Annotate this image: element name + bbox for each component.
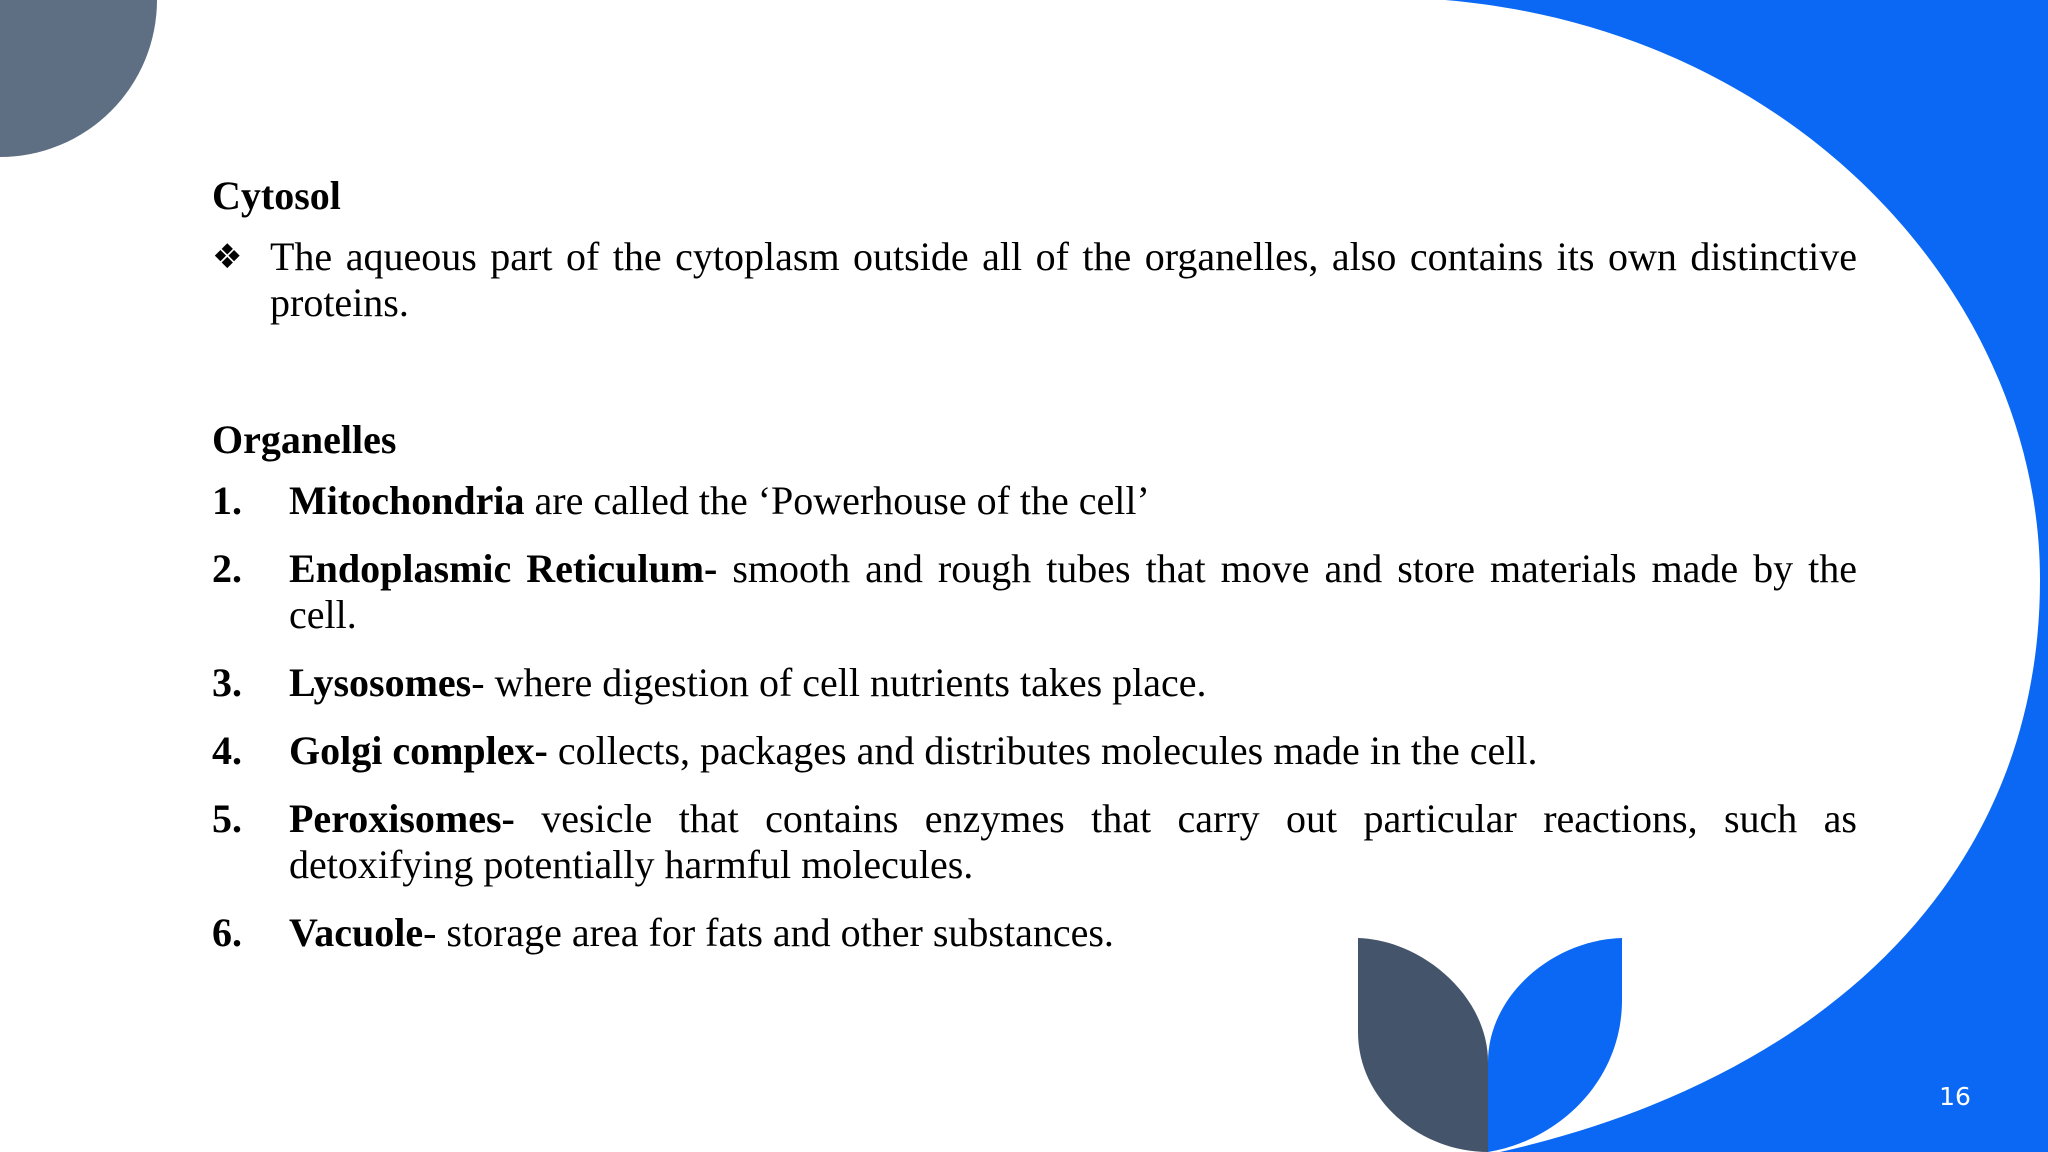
list-item-description: are called the ‘Powerhouse of the cell’ <box>524 478 1150 523</box>
organelles-list <box>212 478 1857 956</box>
list-item-term: Vacuole <box>289 910 424 955</box>
list-item-term: Mitochondria <box>289 478 525 523</box>
list-item-number: 3. <box>212 660 242 705</box>
list-item-number: 2. <box>212 546 242 591</box>
list-item-description: vesicle that contains enzymes that carry out particular reactions, such as detoxifying potentially harmful molecules. <box>289 796 1857 887</box>
list-item <box>212 910 1857 956</box>
blue-leaf-shape <box>1488 938 1622 1152</box>
list-item-number: 1. <box>212 478 242 523</box>
list-item-term: Golgi complex- <box>289 728 548 773</box>
list-item-term: Peroxisomes- <box>289 796 515 841</box>
cytosol-bullet <box>212 234 1857 326</box>
cytosol-heading: Cytosol <box>212 173 341 218</box>
list-item-text <box>289 478 1857 524</box>
list-item-description: - storage area for fats and other substances. <box>423 910 1114 955</box>
cytosol-description: The aqueous part of the cytoplasm outside all of the organelles, also contains its own distinctive proteins. <box>270 234 1857 325</box>
list-item-text <box>289 796 1857 888</box>
list-item-description: collects, packages and distributes molecules made in the cell. <box>547 728 1538 773</box>
list-item-text <box>289 546 1857 638</box>
list-item <box>212 478 1857 524</box>
list-item-number: 4. <box>212 728 242 773</box>
diamond-bullet-icon: ❖ <box>212 237 243 277</box>
list-item-text <box>289 728 1857 774</box>
slide-content <box>212 168 1857 956</box>
list-item <box>212 546 1857 638</box>
list-item-number: 5. <box>212 796 242 841</box>
list-item-text <box>289 660 1857 706</box>
list-item-text <box>289 910 1857 956</box>
list-item <box>212 728 1857 774</box>
corner-quarter-circle <box>0 0 157 157</box>
page-number: 16 <box>1939 1082 1971 1111</box>
list-item-description: - where digestion of cell nutrients takes place. <box>471 660 1207 705</box>
list-item-term: Endoplasmic Reticulum- <box>289 546 718 591</box>
list-item-number: 6. <box>212 910 242 955</box>
list-item-description: smooth and rough tubes that move and store materials made by the cell. <box>289 546 1858 637</box>
list-item-term: Lysosomes <box>289 660 472 705</box>
slate-leaf-shape <box>1358 938 1488 1152</box>
organelles-heading: Organelles <box>212 417 397 462</box>
list-item <box>212 796 1857 888</box>
list-item <box>212 660 1857 706</box>
